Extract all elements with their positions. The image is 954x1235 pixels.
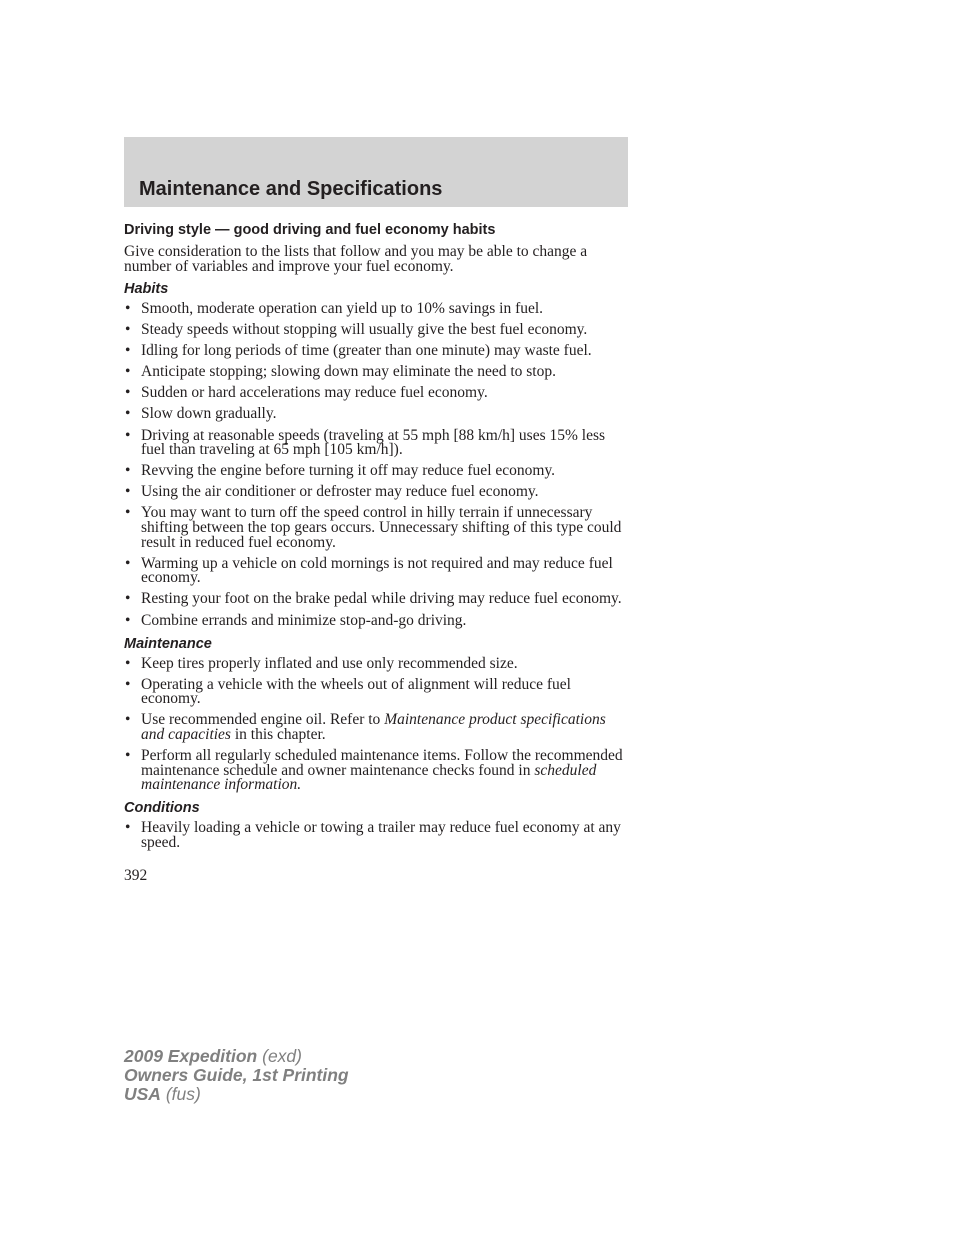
document-footer	[124, 1047, 349, 1104]
list-item-text: Steady speeds without stopping will usually give the best fuel economy.	[141, 321, 588, 339]
bullet-glyph: •	[125, 363, 131, 381]
list-item	[124, 485, 628, 500]
maintenance-list	[124, 654, 628, 794]
list-item-text: Anticipate stopping; slowing down may eliminate the need to stop.	[141, 363, 556, 381]
bullet-glyph: •	[125, 405, 131, 423]
list-item	[124, 749, 628, 793]
footer-market: USA	[124, 1084, 161, 1104]
list-item-text: Sudden or hard accelerations may reduce fuel economy.	[141, 384, 488, 402]
list-item-text: Use recommended engine oil. Refer to	[141, 711, 385, 729]
list-item	[124, 506, 628, 550]
cross-reference: Maintenance product specifications and capacities	[141, 711, 606, 743]
list-item	[124, 675, 628, 708]
habits-heading: Habits	[124, 281, 169, 297]
bullet-glyph: •	[125, 384, 131, 402]
list-item-text: Combine errands and minimize stop-and-go driving.	[141, 611, 467, 629]
list-item-text: Slow down gradually.	[141, 405, 277, 423]
bullet-glyph: •	[125, 426, 131, 444]
footer-edition: Owners Guide, 1st Printing	[124, 1065, 349, 1085]
list-item	[124, 713, 628, 742]
list-item	[124, 323, 628, 338]
conditions-heading: Conditions	[124, 800, 200, 817]
list-item-text: Keep tires properly inflated and use only recommended size.	[141, 654, 518, 672]
list-item-text: Warming up a vehicle on cold mornings is not required and may reduce fuel economy.	[141, 554, 613, 587]
list-item-text: Perform all regularly scheduled maintenance items. Follow the recommended maintenance schedule and owner maintenance checks found in	[141, 747, 623, 779]
list-item-text: Operating a vehicle with the wheels out of alignment will reduce fuel economy.	[141, 675, 571, 708]
list-item	[124, 611, 628, 629]
list-item-text: Revving the engine before turning it off may reduce fuel economy.	[141, 462, 556, 480]
list-item	[124, 592, 628, 607]
list-item-text: Resting your foot on the brake pedal while driving may reduce fuel economy.	[141, 590, 622, 608]
bullet-glyph: •	[125, 342, 131, 360]
list-item-text: Using the air conditioner or defroster may reduce fuel economy.	[141, 483, 539, 501]
list-item-text: in this chapter.	[230, 725, 326, 743]
bullet-glyph: •	[125, 321, 131, 339]
list-item	[124, 407, 628, 422]
bullet-glyph: •	[125, 711, 131, 729]
footer-market-code: (fus)	[160, 1084, 201, 1104]
intro-paragraph: Give consideration to the lists that follow and you may be able to change a number of variables and improve your fuel economy.	[124, 243, 588, 275]
bullet-glyph: •	[125, 747, 131, 765]
footer-model-code: (exd)	[257, 1046, 302, 1066]
conditions-list	[124, 821, 628, 850]
footer-model: 2009 Expedition	[124, 1046, 258, 1066]
list-item	[124, 386, 628, 401]
chapter-header-band	[124, 137, 628, 207]
bullet-glyph: •	[125, 590, 131, 608]
list-item-text: Driving at reasonable speeds (traveling at 55 mph [88 km/h] uses 15% less fuel than traveling at 65 mph [105 km/h]).	[141, 426, 606, 459]
list-item-text: Heavily loading a vehicle or towing a trailer may reduce fuel economy at any speed.	[141, 819, 621, 851]
list-item	[124, 365, 628, 380]
cross-reference: scheduled maintenance information.	[141, 761, 597, 794]
footer-line-edition	[124, 1066, 349, 1085]
bullet-glyph: •	[125, 462, 131, 480]
bullet-glyph: •	[125, 300, 131, 317]
list-item	[124, 554, 628, 587]
list-item	[124, 821, 628, 850]
bullet-glyph: •	[125, 819, 131, 837]
footer-line-market	[124, 1085, 349, 1104]
page-number: 392	[124, 866, 148, 884]
bullet-glyph: •	[125, 504, 131, 522]
list-item	[124, 426, 628, 459]
list-item	[124, 344, 628, 359]
footer-line-model	[124, 1047, 349, 1066]
bullet-glyph: •	[125, 554, 131, 572]
habits-list	[124, 302, 628, 628]
maintenance-heading: Maintenance	[124, 635, 212, 652]
bullet-glyph: •	[125, 675, 131, 693]
chapter-title: Maintenance and Specifications	[139, 178, 443, 200]
bullet-glyph: •	[125, 611, 131, 629]
list-item	[124, 302, 628, 317]
list-item	[124, 464, 628, 479]
section-heading: Driving style — good driving and fuel economy habits	[124, 222, 496, 238]
bullet-glyph: •	[125, 654, 131, 672]
list-item-text: Idling for long periods of time (greater than one minute) may waste fuel.	[141, 342, 592, 360]
list-item-text: Smooth, moderate operation can yield up to 10% savings in fuel.	[141, 300, 544, 317]
page-content	[124, 221, 628, 884]
list-item-text: You may want to turn off the speed control in hilly terrain if unnecessary shifting between the top gears occurs. Unnecessary shifting of this type could result in reduced fuel economy.	[141, 504, 622, 551]
bullet-glyph: •	[125, 483, 131, 501]
list-item	[124, 654, 628, 672]
